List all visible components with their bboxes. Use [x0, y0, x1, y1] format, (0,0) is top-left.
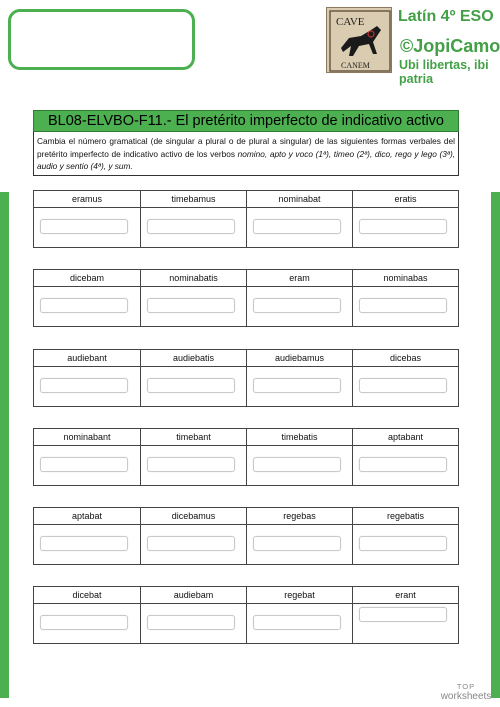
- footer-line2: worksheets: [440, 691, 492, 702]
- answer-input[interactable]: [147, 219, 235, 234]
- verb-form-header: timebatis: [246, 429, 352, 446]
- student-name-box[interactable]: [8, 9, 195, 70]
- verb-form-header: audiebamus: [246, 350, 352, 367]
- answer-input[interactable]: [359, 457, 447, 472]
- verb-form-header: eratis: [352, 191, 458, 208]
- answer-cell: [140, 208, 246, 247]
- cave-canem-logo: [326, 7, 392, 73]
- answer-input[interactable]: [147, 457, 235, 472]
- answer-cell: [352, 604, 458, 643]
- exercise-table: [33, 269, 459, 327]
- verb-form-header: audiebatis: [140, 350, 246, 367]
- verb-form-header: erant: [352, 587, 458, 604]
- answer-input[interactable]: [147, 536, 235, 551]
- answer-cell: [352, 446, 458, 485]
- answer-cell: [246, 208, 352, 247]
- answer-cell: [246, 367, 352, 406]
- footer-line1: TOP: [456, 682, 476, 691]
- answer-cell: [34, 208, 140, 247]
- answer-input[interactable]: [147, 298, 235, 313]
- answer-input[interactable]: [253, 219, 341, 234]
- answer-cell: [352, 208, 458, 247]
- verb-form-header: nominabat: [246, 191, 352, 208]
- answer-input[interactable]: [40, 615, 128, 630]
- answer-cell: [140, 287, 246, 326]
- worksheet-title: BL08-ELVBO-F11.- El pretérito imperfecto de indicativo activo: [33, 110, 459, 132]
- exercise-table: [33, 586, 459, 644]
- answer-cell: [352, 287, 458, 326]
- verb-form-header: regebat: [246, 587, 352, 604]
- verb-form-header: audiebant: [34, 350, 140, 367]
- author-label: ©JopiCamo: [400, 36, 500, 56]
- dog-mosaic-icon: [327, 8, 392, 73]
- verb-form-header: nominabas: [352, 270, 458, 287]
- verb-form-header: dicebamus: [140, 508, 246, 525]
- answer-input[interactable]: [40, 219, 128, 234]
- logo-text-cave: CAVE: [336, 16, 365, 28]
- answer-input[interactable]: [40, 457, 128, 472]
- answer-cell: [246, 287, 352, 326]
- exercise-table: [33, 190, 459, 248]
- answer-input[interactable]: [253, 298, 341, 313]
- verb-form-header: dicebam: [34, 270, 140, 287]
- exercise-table: [33, 428, 459, 486]
- verb-form-header: eram: [246, 270, 352, 287]
- verb-form-header: audiebam: [140, 587, 246, 604]
- answer-cell: [34, 367, 140, 406]
- verb-form-header: regebas: [246, 508, 352, 525]
- verb-form-header: nominabant: [34, 429, 140, 446]
- answer-cell: [246, 604, 352, 643]
- logo-text-canem: CANEM: [341, 61, 370, 70]
- verb-form-header: regebatis: [352, 508, 458, 525]
- answer-input[interactable]: [253, 457, 341, 472]
- answer-cell: [34, 604, 140, 643]
- answer-input[interactable]: [253, 536, 341, 551]
- answer-input[interactable]: [147, 615, 235, 630]
- right-accent-bar: [491, 192, 500, 698]
- answer-input[interactable]: [359, 298, 447, 313]
- answer-cell: [140, 367, 246, 406]
- answer-input[interactable]: [359, 219, 447, 234]
- verb-form-header: dicebas: [352, 350, 458, 367]
- answer-cell: [246, 446, 352, 485]
- verb-form-header: timebant: [140, 429, 246, 446]
- answer-cell: [34, 525, 140, 564]
- answer-cell: [352, 525, 458, 564]
- verb-form-header: aptabat: [34, 508, 140, 525]
- instructions-verbs: nomino, apto y voco (1ª), timeo (2ª), dico, rego y lego (3ª), audio y sentio (4ª), y sum.: [37, 148, 456, 171]
- answer-input[interactable]: [359, 607, 447, 622]
- verb-form-header: timebamus: [140, 191, 246, 208]
- verb-form-header: eramus: [34, 191, 140, 208]
- footer-brand: [436, 682, 496, 702]
- answer-input[interactable]: [253, 615, 341, 630]
- answer-cell: [352, 367, 458, 406]
- answer-input[interactable]: [359, 378, 447, 393]
- exercise-table: [33, 349, 459, 407]
- answer-input[interactable]: [40, 378, 128, 393]
- instructions: [33, 132, 459, 176]
- answer-input[interactable]: [253, 378, 341, 393]
- answer-input[interactable]: [40, 536, 128, 551]
- answer-input[interactable]: [147, 378, 235, 393]
- answer-cell: [140, 604, 246, 643]
- answer-input[interactable]: [359, 536, 447, 551]
- course-label: Latín 4º ESO: [398, 8, 494, 25]
- answer-cell: [140, 446, 246, 485]
- instructions-text: Cambia el número gramatical (de singular a plural o de plural a singular) de las siguientes formas verbales del pretérito imperfecto de indicativo activo de los verbos: [37, 136, 455, 159]
- answer-cell: [34, 446, 140, 485]
- verb-form-header: aptabant: [352, 429, 458, 446]
- left-accent-bar: [0, 192, 9, 698]
- exercise-table: [33, 507, 459, 565]
- motto-label: Ubi libertas, ibi patria: [399, 58, 489, 86]
- verb-form-header: dicebat: [34, 587, 140, 604]
- answer-input[interactable]: [40, 298, 128, 313]
- answer-cell: [140, 525, 246, 564]
- verb-form-header: nominabatis: [140, 270, 246, 287]
- answer-cell: [246, 525, 352, 564]
- answer-cell: [34, 287, 140, 326]
